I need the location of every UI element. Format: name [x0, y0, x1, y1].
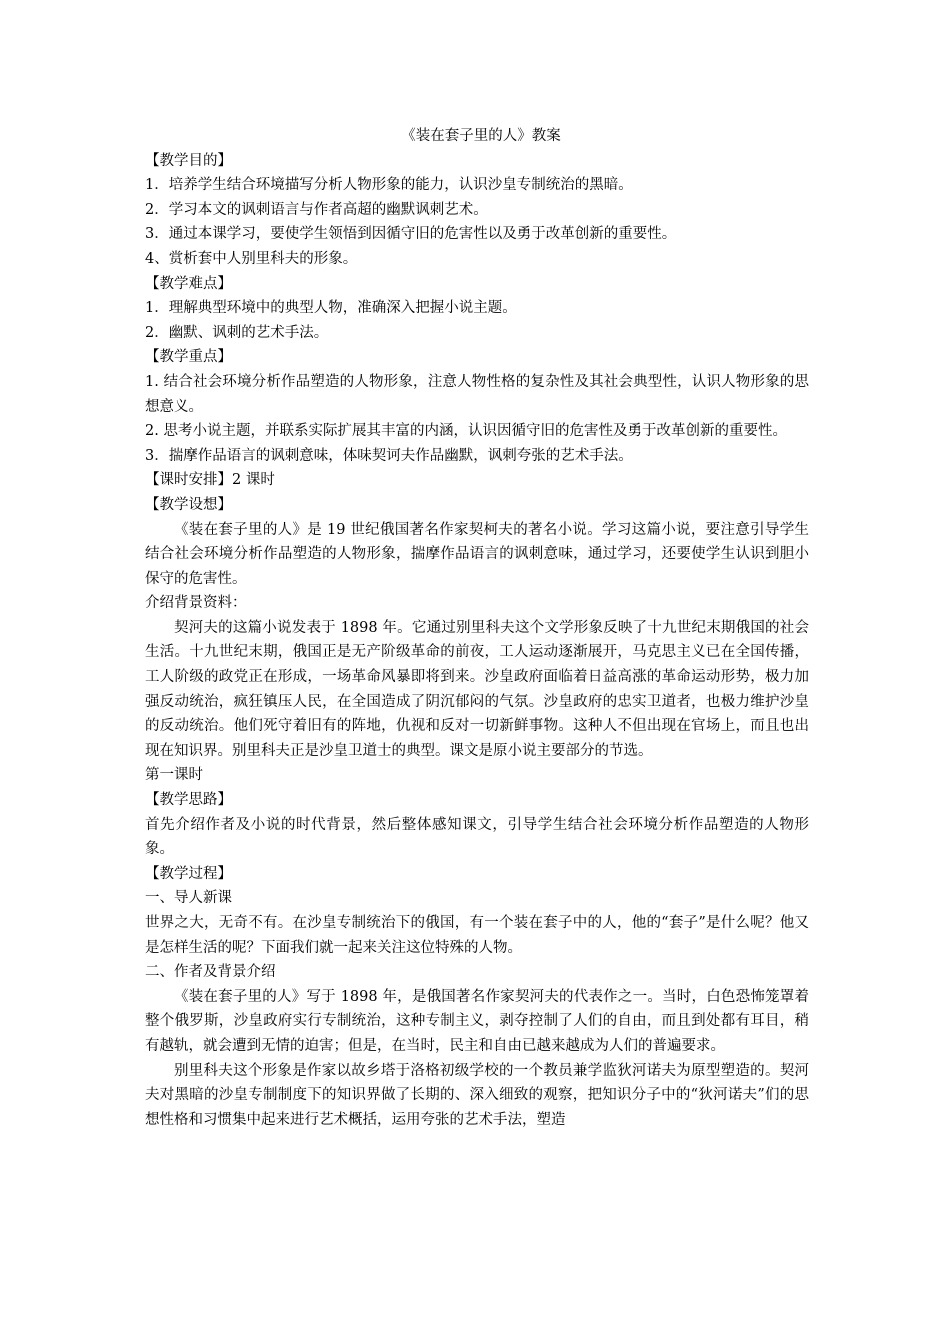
schedule-line: 【课时安排】2 课时 — [145, 472, 275, 489]
thinking-paragraph: 首先介绍作者及小说的时代背景，然后整体感知课文，引导学生结合社会环境分析作品塑造的人物形象。 — [145, 816, 809, 858]
step1-paragraph: 世界之大，无奇不有。在沙皇专制统治下的俄国，有一个装在套子中的人，他的“套子”是什么呢？他又是怎样生活的呢？下面我们就一起来关注这位特殊的人物。 — [145, 915, 809, 956]
difficulty-item: 1．理解典型环境中的典型人物，准确深入把握小说主题。 — [145, 300, 517, 317]
key-item: 3．揣摩作品语言的讽刺意味，体味契诃夫作品幽默，讽刺夸张的艺术手法。 — [145, 447, 633, 464]
step1-heading: 一、导人新课 — [145, 890, 232, 907]
key-heading: 【教学重点】 — [145, 349, 232, 366]
goal-heading: 【教学目的】 — [145, 152, 232, 169]
design-paragraph: 《装在套子里的人》是 19 世纪俄国著名作家契柯夫的著名小说。学习这篇小说，要注意引导学生结合社会环境分析作品塑造的人物形象，揣摩作品语言的讽刺意味，通过学习，还要使学生认识到胆小保守的危害性。 — [145, 521, 809, 587]
difficulty-item: 2．幽默、讽刺的艺术手法。 — [145, 324, 329, 341]
document-body — [145, 124, 809, 1132]
process-heading: 【教学过程】 — [145, 865, 232, 882]
lesson-label: 第一课时 — [145, 767, 203, 784]
goal-item: 3．通过本课学习，要使学生领悟到因循守旧的危害性以及勇于改革创新的重要性。 — [145, 226, 677, 243]
step2-paragraph-2: 别里科夫这个形象是作家以故乡塔于洛格初级学校的一个教员兼学监狄河诺夫为原型塑造的。契河夫对黑暗的沙皇专制制度下的知识界做了长期的、深入细致的观察，把知识分子中的“狄河诺夫”们的思想性格和习惯集中起来进行艺术概括，运用夸张的艺术手法，塑造 — [145, 1062, 809, 1128]
goal-item: 2．学习本文的讽刺语言与作者高超的幽默讽刺艺术。 — [145, 201, 488, 218]
thinking-heading: 【教学思路】 — [145, 792, 232, 809]
document-title: 《装在套子里的人》教案 — [401, 128, 561, 144]
step2-heading: 二、作者及背景介绍 — [145, 964, 276, 981]
background-paragraph: 契河夫的这篇小说发表于 1898 年。它通过别里科夫这个文学形象反映了十九世纪末期俄国的社会生活。十九世纪末期，俄国正是无产阶级革命的前夜，工人运动逐渐展开，马克思主义已在全国传播，工人阶级的政党正在形成，一场革命风暴即将到来。沙皇政府面临着日益高涨的革命运动形势，极力加强反动统治，疯狂镇压人民，在全国造成了阴沉郁闷的气氛。沙皇政府的忠实卫道者，也极力维护沙皇的反动统治。他们死守着旧有的阵地，仇视和反对一切新鲜事物。这种人不但出现在官场上，而且也出现在知识界。别里科夫正是沙皇卫道士的典型。课文是原小说主要部分的节选。 — [145, 619, 809, 759]
step2-paragraph-1: 《装在套子里的人》写于 1898 年，是俄国著名作家契河夫的代表作之一。当时，白色恐怖笼罩着整个俄罗斯，沙皇政府实行专制统治，这种专制主义，剥夺控制了人们的自由，而且到处都有耳目，稍有越轨，就会遭到无情的迫害；但是，在当时，民主和自由已越来越成为人们的普遍要求。 — [145, 988, 809, 1054]
key-item: 2. 思考小说主题，并联系实际扩展其丰富的内涵，认识因循守旧的危害性及勇于改革创新的重要性。 — [145, 423, 787, 440]
key-item: 1. 结合社会环境分析作品塑造的人物形象，注意人物性格的复杂性及其社会典型性，认识人物形象的思想意义。 — [145, 373, 809, 415]
difficulty-heading: 【教学难点】 — [145, 275, 232, 292]
goal-item: 1．培养学生结合环境描写分析人物形象的能力，认识沙皇专制统治的黑暗。 — [145, 177, 633, 194]
design-heading: 【教学设想】 — [145, 496, 232, 513]
background-heading: 介绍背景资料： — [145, 595, 247, 612]
goal-item: 4、赏析套中人别里科夫的形象。 — [145, 250, 358, 267]
